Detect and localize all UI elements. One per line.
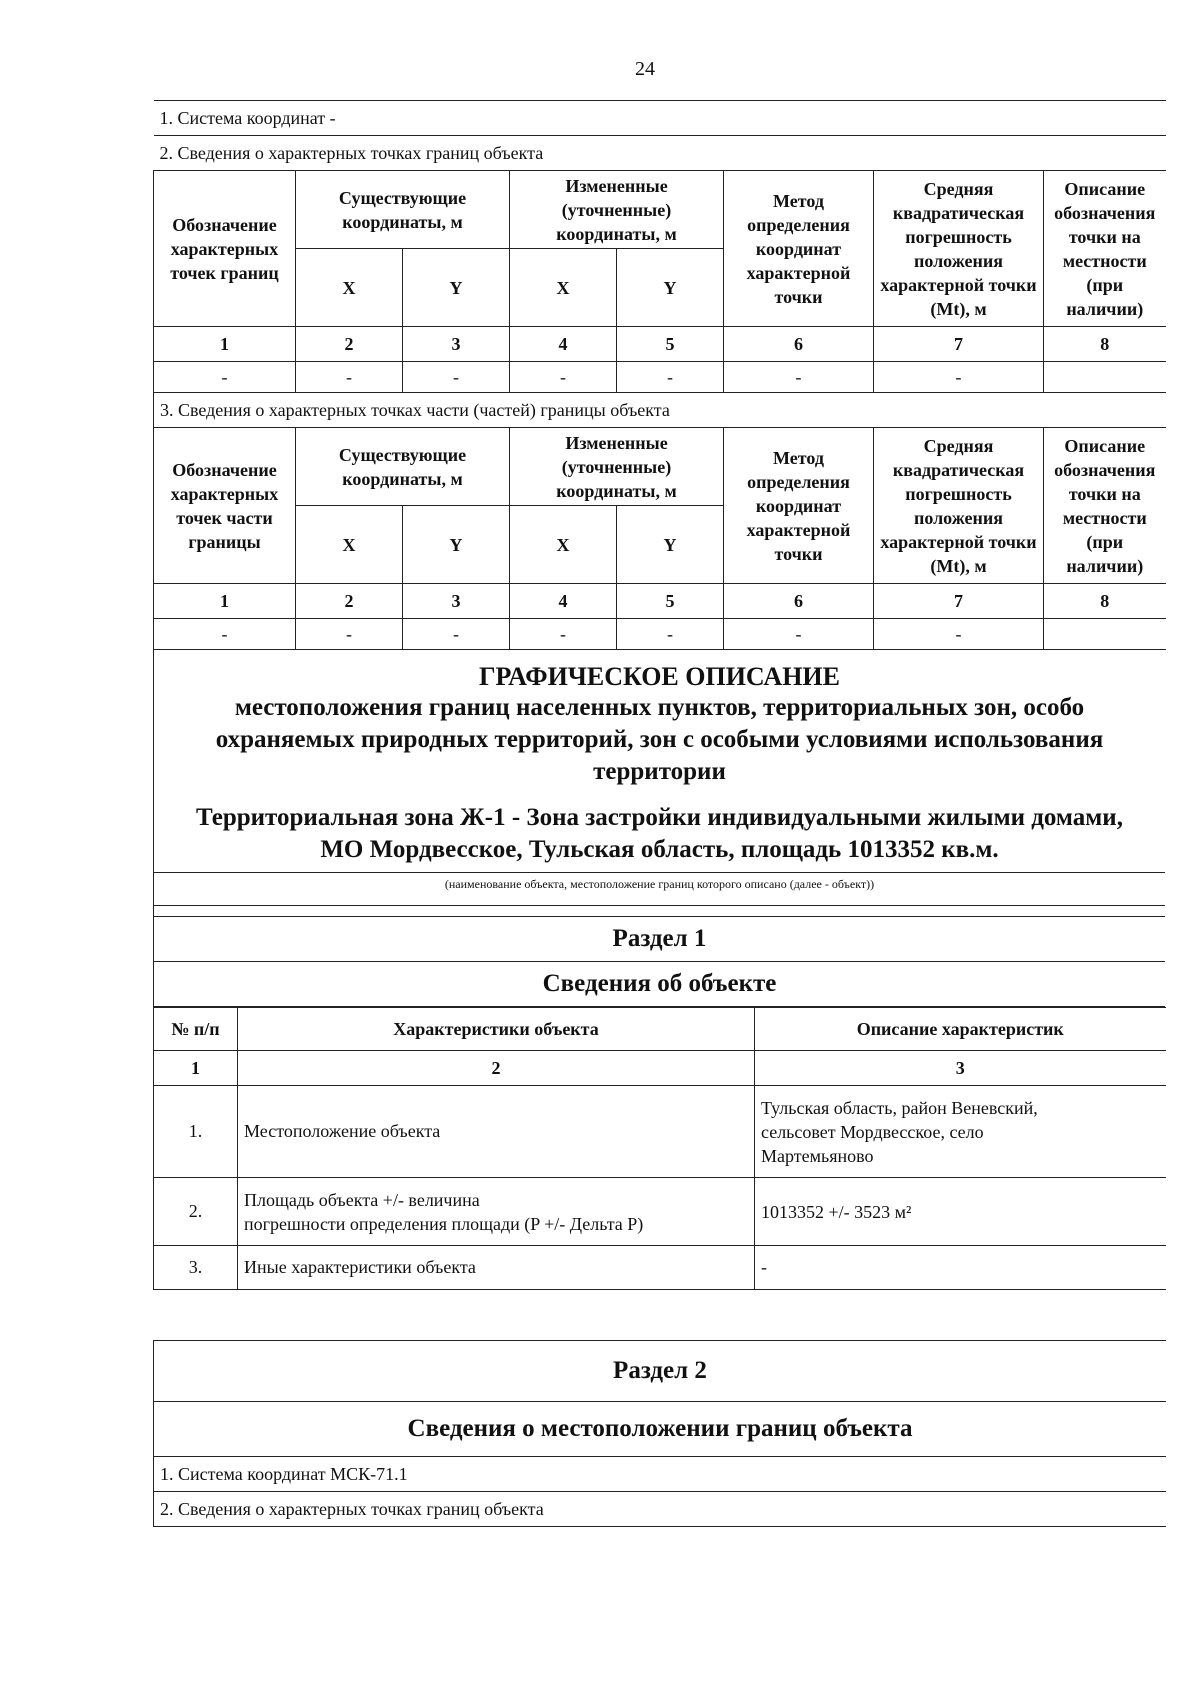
section1-subtitle: Сведения об объекте (154, 962, 1165, 1007)
graphic-description-block (153, 650, 1165, 1007)
col-number: 2 (296, 584, 403, 619)
table-row (154, 1178, 1166, 1246)
graphic-subheading: местоположения границ населенных пунктов, территориальных зон, особо охраняемых природных территорий, зон с особыми условиями использования территории (215, 694, 1104, 785)
cell (1044, 362, 1166, 393)
cell: - (724, 362, 874, 393)
characteristic: Площадь объекта +/- величина погрешности определения площади (P +/- Дельта P) (238, 1178, 755, 1246)
characteristic-value: 1013352 +/- 3523 м² (755, 1178, 1166, 1246)
coord-system-line: 1. Система координат - (154, 101, 1166, 136)
section1-title: Раздел 1 (154, 917, 1165, 962)
col-number: 1 (154, 327, 296, 362)
cell: - (154, 362, 296, 393)
header-changed: Измененные (уточненные) координаты, м (510, 428, 724, 506)
characteristic-value: Тульская область, район Веневский, сельсовет Мордвесское, село Мартемьяново (755, 1086, 1166, 1178)
header-method: Метод определения координат характерной точки (724, 171, 874, 327)
header-y: Y (403, 506, 510, 584)
section2-subtitle: Сведения о местоположении границ объекта (154, 1402, 1166, 1457)
table-row (154, 619, 1166, 650)
header-changed: Измененные (уточненные) координаты, м (510, 171, 724, 249)
header-characteristics: Характеристики объекта (238, 1008, 755, 1051)
col-number: 8 (1044, 327, 1166, 362)
col-number: 2 (238, 1051, 755, 1086)
cell: - (617, 619, 724, 650)
header-x: X (510, 249, 617, 327)
col-number: 5 (617, 584, 724, 619)
col-number: 4 (510, 584, 617, 619)
header-existing: Существующие координаты, м (296, 171, 510, 249)
row-number: 1. (154, 1086, 238, 1178)
table-row (154, 362, 1166, 393)
table-row (154, 1086, 1166, 1178)
header-y: Y (403, 249, 510, 327)
col-number: 2 (296, 327, 403, 362)
cell: - (296, 619, 403, 650)
col-number: 8 (1044, 584, 1166, 619)
column-numbers-row (154, 584, 1166, 619)
header-description: Описание обозначения точки на местности (при наличии) (1044, 171, 1166, 327)
col-number: 1 (154, 1051, 238, 1086)
cell: - (403, 619, 510, 650)
header-y: Y (617, 506, 724, 584)
col-number: 3 (403, 327, 510, 362)
col-number: 7 (874, 584, 1044, 619)
col-number: 3 (403, 584, 510, 619)
row-number: 2. (154, 1178, 238, 1246)
header-error: Средняя квадратическая погрешность положения характерной точки (Mt), м (874, 171, 1044, 327)
header-error: Средняя квадратическая погрешность положения характерной точки (Mt), м (874, 428, 1044, 584)
cell: - (154, 619, 296, 650)
graphic-heading: ГРАФИЧЕСКОЕ ОПИСАНИЕ (479, 662, 840, 691)
cell: - (510, 362, 617, 393)
section2-points-title: 2. Сведения о характерных точках границ объекта (154, 1492, 1166, 1527)
col-number: 3 (755, 1051, 1166, 1086)
characteristic: Иные характеристики объекта (238, 1246, 755, 1290)
col-number: 5 (617, 327, 724, 362)
cell: - (403, 362, 510, 393)
cell: - (617, 362, 724, 393)
cell (1044, 619, 1166, 650)
col-number: 1 (154, 584, 296, 619)
header-designation: Обозначение характерных точек границ (154, 171, 296, 327)
cell: - (874, 619, 1044, 650)
col-number: 4 (510, 327, 617, 362)
header-y: Y (617, 249, 724, 327)
section2-title: Раздел 2 (154, 1341, 1166, 1402)
header-x: X (296, 249, 403, 327)
coordinates-block (153, 100, 1165, 1290)
row-number: 3. (154, 1246, 238, 1290)
characteristic: Местоположение объекта (238, 1086, 755, 1178)
header-designation-part: Обозначение характерных точек части границы (154, 428, 296, 584)
cell: - (874, 362, 1044, 393)
col-number: 7 (874, 327, 1044, 362)
characteristic-points-table (153, 100, 1166, 650)
points-title: 2. Сведения о характерных точках границ объекта (154, 136, 1166, 171)
column-numbers-row (154, 327, 1166, 362)
header-characteristic-description: Описание характеристик (755, 1008, 1166, 1051)
header-x: X (296, 506, 403, 584)
col-number: 6 (724, 584, 874, 619)
header-number: № п/п (154, 1008, 238, 1051)
cell: - (724, 619, 874, 650)
header-existing: Существующие координаты, м (296, 428, 510, 506)
col-number: 6 (724, 327, 874, 362)
characteristic-value: - (755, 1246, 1166, 1290)
object-info-table (153, 1007, 1166, 1290)
cell: - (296, 362, 403, 393)
header-method: Метод определения координат характерной точки (724, 428, 874, 584)
part-points-title: 3. Сведения о характерных точках части (частей) границы объекта (154, 393, 1166, 428)
header-x: X (510, 506, 617, 584)
object-caption: (наименование объекта, местоположение границ которого описано (далее - объект)) (154, 872, 1165, 906)
section2-block (153, 1340, 1166, 1527)
section2-coord-system: 1. Система координат МСК-71.1 (154, 1457, 1166, 1492)
table-row (154, 1246, 1166, 1290)
object-name: Территориальная зона Ж-1 - Зона застройки индивидуальными жилыми домами, МО Мордвесское, Тульская область, площадь 1013352 кв.м. (196, 804, 1123, 863)
header-description: Описание обозначения точки на местности (при наличии) (1044, 428, 1166, 584)
page-number: 24 (635, 58, 655, 80)
cell: - (510, 619, 617, 650)
